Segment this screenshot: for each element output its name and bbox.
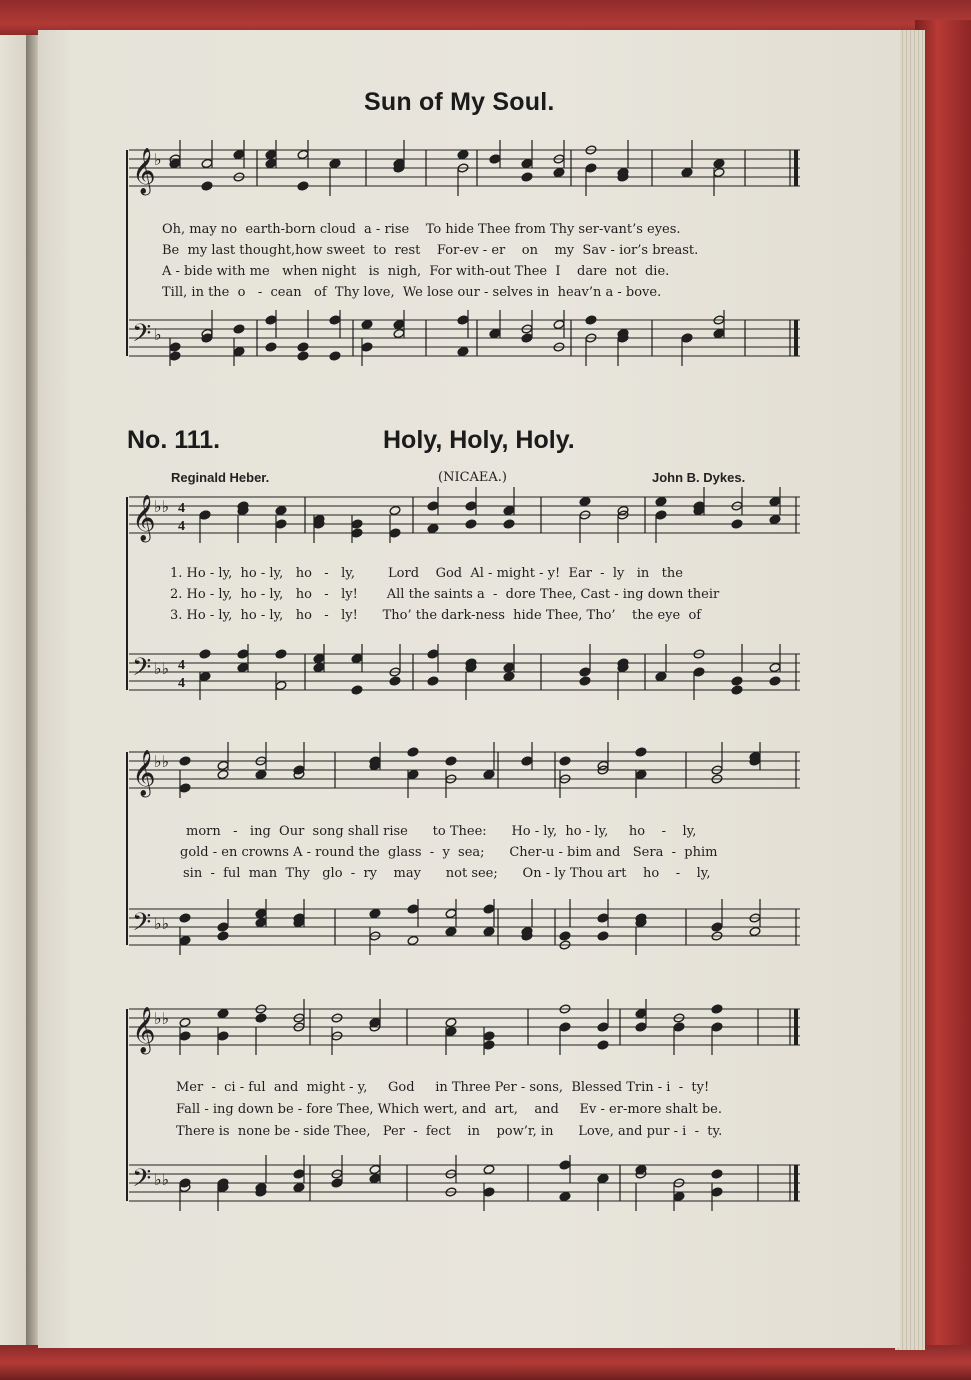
note-head (179, 756, 191, 766)
note-head (465, 501, 477, 511)
note-head (201, 333, 213, 343)
note-head (369, 908, 381, 918)
note-head (313, 662, 325, 672)
note-head (681, 167, 693, 177)
note-head (179, 783, 191, 793)
note-head (255, 908, 267, 918)
note-head (503, 662, 515, 672)
note-head (265, 342, 277, 352)
note-head (427, 676, 439, 686)
note-head (233, 149, 245, 159)
note-head (635, 1008, 647, 1018)
note-head (445, 1026, 457, 1036)
note-head (179, 1031, 191, 1041)
flat-key-signature: ♭♭ (154, 1009, 170, 1028)
note-head (521, 158, 533, 168)
note-head (369, 1173, 381, 1183)
note-head (503, 505, 515, 515)
note-head (351, 528, 363, 538)
lyric-line: Till, in the o - cean of Thy love, We lose our - selves in heav’n a - bove. (162, 285, 662, 300)
note-head (199, 671, 211, 681)
note-head (769, 496, 781, 506)
note-head (711, 1004, 723, 1014)
note-head (457, 315, 469, 325)
lyric-line: There is none be - side Thee, Per - fect in pow’r, in Love, and pur - i - ty. (176, 1124, 723, 1139)
note-head (579, 667, 591, 677)
note-head (201, 158, 213, 168)
note-head (579, 496, 591, 506)
note-head (585, 163, 597, 173)
note-head (169, 351, 181, 361)
note-head (389, 528, 401, 538)
note-head (179, 913, 191, 923)
note-head (201, 181, 213, 191)
note-head (265, 315, 277, 325)
note-head (361, 342, 373, 352)
note-head (255, 769, 267, 779)
note-head (559, 931, 571, 941)
time-signature: 4 (178, 501, 185, 516)
note-head (393, 328, 405, 338)
note-head (553, 319, 565, 329)
hymn-number: No. 111. (127, 426, 221, 454)
note-head (407, 935, 419, 945)
note-head (769, 662, 781, 672)
lyric-line: gold - en crowns A - round the glass - y sea; Cher-u - bim and Sera - phim (180, 845, 718, 860)
note-head (389, 676, 401, 686)
note-head (483, 1040, 495, 1050)
note-head (427, 649, 439, 659)
flat-key-signature: ♭ (154, 150, 162, 169)
note-head (731, 676, 743, 686)
note-head (713, 158, 725, 168)
note-head (275, 505, 287, 515)
note-head (769, 676, 781, 686)
note-head (483, 1031, 495, 1041)
note-head (483, 926, 495, 936)
note-head (483, 1187, 495, 1197)
note-head (635, 769, 647, 779)
note-head (217, 769, 229, 779)
note-head (489, 154, 501, 164)
note-head (597, 1173, 609, 1183)
flat-key-signature: ♭♭ (154, 752, 170, 771)
note-head (293, 1182, 305, 1192)
note-head (351, 685, 363, 695)
note-head (749, 926, 761, 936)
tune-name: (NICAEA.) (438, 470, 507, 485)
note-head (483, 1164, 495, 1174)
flat-key-signature: ♭ (154, 325, 162, 344)
note-head (635, 1022, 647, 1032)
note-head (597, 913, 609, 923)
note-head (579, 676, 591, 686)
note-head (711, 1169, 723, 1179)
note-head (179, 935, 191, 945)
note-head (503, 671, 515, 681)
time-signature: 4 (178, 519, 185, 534)
note-head (465, 519, 477, 529)
note-head (369, 1164, 381, 1174)
note-head (483, 904, 495, 914)
note-head (329, 158, 341, 168)
note-head (297, 181, 309, 191)
note-head (329, 351, 341, 361)
note-head (233, 324, 245, 334)
note-head (255, 1013, 267, 1023)
note-head (199, 510, 211, 520)
note-head (655, 496, 667, 506)
note-head (361, 319, 373, 329)
note-head (673, 1022, 685, 1032)
hymn-title-holy-holy-holy: Holy, Holy, Holy. (383, 426, 575, 454)
note-head (731, 519, 743, 529)
note-head (553, 167, 565, 177)
lyric-line: 3. Ho - ly, ho - ly, ho - ly! Tho’ the dark-ness hide Thee, Tho’ the eye of (170, 608, 702, 623)
note-head (217, 922, 229, 932)
treble-clef-icon: 𝄞 (132, 750, 156, 796)
lyric-line: Fall - ing down be - fore Thee, Which wert, and art, and Ev - er-more shalt be. (176, 1102, 722, 1117)
treble-clef-icon: 𝄞 (132, 148, 156, 194)
note-head (275, 680, 287, 690)
note-head (769, 514, 781, 524)
bass-clef-icon: 𝄢 (132, 1164, 152, 1199)
note-head (351, 519, 363, 529)
lyric-line: Be my last thought,how sweet to rest For-ev - er on my Sav - ior’s breast. (162, 243, 699, 258)
flat-key-signature: ♭♭ (154, 659, 170, 678)
note-head (427, 523, 439, 533)
note-head (217, 1008, 229, 1018)
lyric-line: A - bide with me when night is nigh, For with-out Thee I dare not die. (162, 264, 670, 279)
note-head (199, 649, 211, 659)
note-head (445, 756, 457, 766)
note-head (457, 149, 469, 159)
note-head (483, 769, 495, 779)
time-signature: 4 (178, 676, 185, 691)
treble-clef-icon: 𝄞 (132, 495, 156, 541)
note-head (275, 519, 287, 529)
note-head (179, 1178, 191, 1188)
hymn-title-sun-of-my-soul: Sun of My Soul. (364, 88, 555, 116)
lyric-line: 1. Ho - ly, ho - ly, ho - ly, Lord God Al - might - y! Ear - ly in the (170, 566, 683, 581)
lyric-line: Oh, may no earth-born cloud a - rise To hide Thee from Thy ser-vant’s eyes. (162, 222, 681, 237)
bass-clef-icon: 𝄢 (132, 908, 152, 943)
note-head (559, 756, 571, 766)
note-head (559, 1191, 571, 1201)
note-head (369, 1017, 381, 1027)
note-head (597, 1040, 609, 1050)
note-head (597, 1022, 609, 1032)
note-head (559, 1022, 571, 1032)
note-head (275, 649, 287, 659)
lyric-line: morn - ing Our song shall rise to Thee: Ho - ly, ho - ly, ho - ly, (186, 824, 697, 839)
note-head (297, 342, 309, 352)
note-head (265, 158, 277, 168)
note-head (407, 747, 419, 757)
note-head (655, 671, 667, 681)
note-head (265, 149, 277, 159)
note-head (169, 342, 181, 352)
note-head (407, 769, 419, 779)
note-head (503, 519, 515, 529)
note-head (585, 315, 597, 325)
note-head (521, 333, 533, 343)
author-credit: Reginald Heber. (171, 470, 270, 485)
flat-key-signature: ♭♭ (154, 914, 170, 933)
note-head (521, 756, 533, 766)
composer-credit: John B. Dykes. (652, 470, 746, 485)
note-head (597, 760, 609, 770)
note-head (329, 315, 341, 325)
note-head (313, 653, 325, 663)
flat-key-signature: ♭♭ (154, 1170, 170, 1189)
note-head (445, 1017, 457, 1027)
note-head (217, 760, 229, 770)
note-head (297, 149, 309, 159)
note-head (393, 319, 405, 329)
note-head (521, 172, 533, 182)
note-head (331, 1178, 343, 1188)
flat-key-signature: ♭♭ (154, 497, 170, 516)
note-head (559, 1160, 571, 1170)
note-head (457, 346, 469, 356)
note-head (655, 510, 667, 520)
note-head (711, 1022, 723, 1032)
time-signature: 4 (178, 658, 185, 673)
note-head (293, 1169, 305, 1179)
note-head (427, 501, 439, 511)
lyric-line: 2. Ho - ly, ho - ly, ho - ly! All the saints a - dore Thee, Cast - ing down their (170, 587, 720, 602)
lyric-line: Mer - ci - ful and might - y, God in Three Per - sons, Blessed Trin - i - ty! (176, 1080, 710, 1095)
bass-clef-icon: 𝄢 (132, 653, 152, 688)
note-head (673, 1191, 685, 1201)
note-head (233, 346, 245, 356)
bass-clef-icon: 𝄢 (132, 319, 152, 354)
note-head (731, 685, 743, 695)
note-head (445, 926, 457, 936)
note-head (179, 1017, 191, 1027)
note-head (351, 653, 363, 663)
note-head (711, 1187, 723, 1197)
note-head (597, 931, 609, 941)
note-head (237, 649, 249, 659)
note-head (711, 922, 723, 932)
note-head (407, 904, 419, 914)
note-head (217, 931, 229, 941)
note-head (445, 908, 457, 918)
note-head (489, 328, 501, 338)
note-head (237, 662, 249, 672)
note-head (635, 747, 647, 757)
note-head (297, 351, 309, 361)
note-head (217, 1031, 229, 1041)
note-head (389, 505, 401, 515)
note-head (693, 667, 705, 677)
note-head (255, 917, 267, 927)
note-head (713, 328, 725, 338)
note-head (713, 167, 725, 177)
treble-clef-icon: 𝄞 (132, 1007, 156, 1053)
lyric-line: sin - ful man Thy glo - ry may not see; On - ly Thou art ho - ly, (183, 866, 711, 881)
